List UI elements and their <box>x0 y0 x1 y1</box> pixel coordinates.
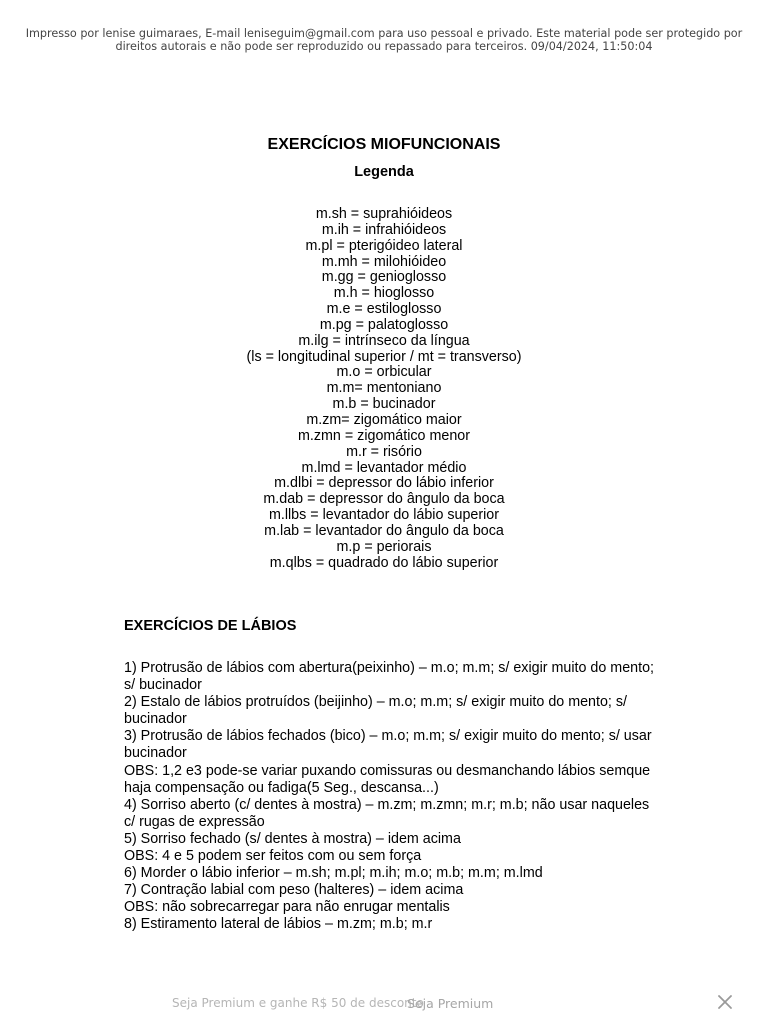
legend-item: m.zmn = zigomático menor <box>297 427 471 444</box>
legend-item: m.r = risório <box>346 443 422 460</box>
close-button[interactable] <box>716 993 734 1011</box>
premium-button[interactable]: Seja Premium <box>407 996 494 1011</box>
exercise-item: 2) Estalo de lábios protruídos (beijinho) – m.o; m.m; s/ exigir muito do mento; s/ bucinador <box>124 694 627 728</box>
promo-text: Seja Premium e ganhe R$ 50 de desconto <box>172 996 424 1010</box>
legend-item: m.m= mentoniano <box>326 380 442 397</box>
legend-item: m.dab = depressor do ângulo da boca <box>263 491 505 508</box>
section-heading-labios: EXERCÍCIOS DE LÁBIOS <box>124 618 297 634</box>
exercise-note: OBS: 1,2 e3 pode-se variar puxando comissuras ou desmanchando lábios semque haja compensação ou fadiga(5 Seg., descansa...) <box>124 762 651 796</box>
exercise-item: 4) Sorriso aberto (c/ dentes à mostra) – m.zm; m.zmn; m.r; m.b; não usar naqueles c/ rugas de expressão <box>124 796 650 830</box>
exercise-list <box>124 660 664 934</box>
legend-list <box>0 207 768 571</box>
legend-item: m.o = orbicular <box>336 364 432 381</box>
legend-item: m.pg = palatoglosso <box>319 316 449 333</box>
legend-item: m.pl = pterigóideo lateral <box>305 237 463 254</box>
close-icon <box>716 993 734 1011</box>
exercise-note: OBS: 4 e 5 podem ser feitos com ou sem força <box>124 848 422 865</box>
legend-item: m.b = bucinador <box>332 396 436 413</box>
legend-item: m.ih = infrahióideos <box>321 221 447 238</box>
legend-item: (ls = longitudinal superior / mt = transverso) <box>246 348 522 365</box>
legend-item: m.ilg = intrínseco da língua <box>298 332 470 349</box>
legend-item: m.h = hioglosso <box>333 285 435 302</box>
exercise-item: 8) Estiramento lateral de lábios – m.zm; m.b; m.r <box>124 916 433 933</box>
legend-item: m.sh = suprahióideos <box>315 206 453 222</box>
legend-item: m.zm= zigomático maior <box>306 411 462 428</box>
print-watermark: Impresso por lenise guimaraes, E-mail leniseguim@gmail.com para uso pessoal e privado. Este material pode ser protegido por direitos autorais e não pode ser reproduzido ou repassado para terceiros. 09/04/2024, 11:50:04 <box>25 27 743 53</box>
exercise-item: 6) Morder o lábio inferior – m.sh; m.pl; m.ih; m.o; m.b; m.m; m.lmd <box>124 865 543 882</box>
exercise-item: 7) Contração labial com peso (halteres) – idem acima <box>124 882 464 899</box>
legend-item: m.lab = levantador do ângulo da boca <box>264 522 504 539</box>
legend-heading: Legenda <box>354 164 414 180</box>
premium-banner <box>0 990 768 1020</box>
legend-item: m.qlbs = quadrado do lábio superior <box>269 554 499 571</box>
exercise-item: 1) Protrusão de lábios com abertura(peixinho) – m.o; m.m; s/ exigir muito do mento; s/ bucinador <box>124 660 655 694</box>
exercise-item: 5) Sorriso fechado (s/ dentes à mostra) – idem acima <box>124 830 461 847</box>
exercise-item: 3) Protrusão de lábios fechados (bico) – m.o; m.m; s/ exigir muito do mento; s/ usar bucinador <box>124 728 652 762</box>
document-title: EXERCÍCIOS MIOFUNCIONAIS <box>267 136 501 153</box>
legend-item: m.gg = genioglosso <box>321 269 447 286</box>
legend-item: m.mh = milohióideo <box>321 253 447 270</box>
legend-item: m.p = periorais <box>336 538 432 555</box>
legend-item: m.llbs = levantador do lábio superior <box>268 507 500 524</box>
exercise-note: OBS: não sobrecarregar para não enrugar mentalis <box>124 899 450 916</box>
legend-item: m.dlbi = depressor do lábio inferior <box>274 475 494 492</box>
legend-item: m.e = estiloglosso <box>326 301 442 318</box>
legend-item: m.lmd = levantador médio <box>301 459 467 476</box>
